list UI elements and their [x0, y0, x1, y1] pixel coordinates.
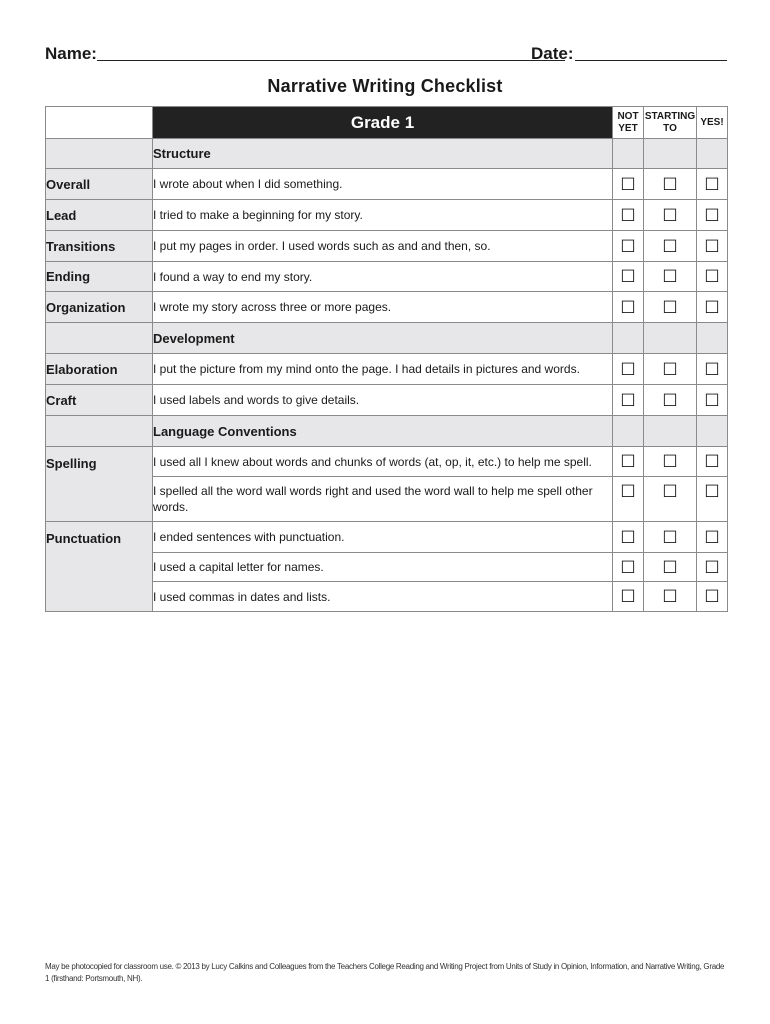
- column-yes: YES!: [697, 107, 728, 139]
- section-shade-cell: [697, 323, 728, 354]
- section-title-language-conventions: Language Conventions: [153, 416, 613, 447]
- criterion-text: I used commas in dates and lists.: [153, 582, 613, 612]
- section-shade-cell: [644, 323, 697, 354]
- section-category-blank: [46, 416, 153, 447]
- section-shade-cell: [613, 139, 644, 169]
- name-label: Name:: [45, 44, 97, 63]
- category-craft: Craft: [46, 385, 153, 416]
- checkbox-starting-to[interactable]: ☐: [644, 582, 697, 612]
- copyright-footer: May be photocopied for classroom use. © 2013 by Lucy Calkins and Colleagues from the Teachers College Reading and Writing Project from Units of Study in Opinion, Information, and Narrative Writing, Grade 1 (firsthand: Portsmouth, NH).: [45, 962, 725, 983]
- checkbox-not-yet[interactable]: ☐: [613, 200, 644, 231]
- checkbox-yes[interactable]: ☐: [697, 522, 728, 553]
- column-not-yet: NOT YET: [613, 107, 644, 139]
- checkbox-yes[interactable]: ☐: [697, 385, 728, 416]
- table-row-spelling-1: [46, 447, 728, 477]
- checkbox-starting-to[interactable]: ☐: [644, 169, 697, 200]
- category-punctuation: Punctuation: [46, 522, 153, 612]
- checkbox-not-yet[interactable]: ☐: [613, 231, 644, 262]
- category-transitions: Transitions: [46, 231, 153, 262]
- checkbox-yes[interactable]: ☐: [697, 477, 728, 522]
- checkbox-yes[interactable]: ☐: [697, 292, 728, 323]
- category-spelling: Spelling: [46, 447, 153, 522]
- checkbox-starting-to[interactable]: ☐: [644, 292, 697, 323]
- date-field[interactable]: [575, 42, 727, 61]
- section-shade-cell: [697, 416, 728, 447]
- name-date-bar: [45, 42, 727, 66]
- table-row-transitions: [46, 231, 728, 262]
- table-row-elaboration: [46, 354, 728, 385]
- checkbox-yes[interactable]: ☐: [697, 582, 728, 612]
- checkbox-not-yet[interactable]: ☐: [613, 553, 644, 582]
- category-ending: Ending: [46, 262, 153, 292]
- criterion-text: I used a capital letter for names.: [153, 553, 613, 582]
- section-category-blank: [46, 323, 153, 354]
- table-row-organization: [46, 292, 728, 323]
- table-header-row: [46, 107, 728, 139]
- table-row-lead: [46, 200, 728, 231]
- table-row-punctuation-1: [46, 522, 728, 553]
- section-shade-cell: [644, 416, 697, 447]
- checkbox-yes[interactable]: ☐: [697, 447, 728, 477]
- checkbox-starting-to[interactable]: ☐: [644, 447, 697, 477]
- checkbox-starting-to[interactable]: ☐: [644, 200, 697, 231]
- checkbox-not-yet[interactable]: ☐: [613, 385, 644, 416]
- section-shade-cell: [613, 416, 644, 447]
- checkbox-not-yet[interactable]: ☐: [613, 522, 644, 553]
- criterion-text: I spelled all the word wall words right and used the word wall to help me spell other words.: [153, 477, 613, 522]
- checkbox-yes[interactable]: ☐: [697, 553, 728, 582]
- checkbox-starting-to[interactable]: ☐: [644, 477, 697, 522]
- checkbox-not-yet[interactable]: ☐: [613, 582, 644, 612]
- table-row-craft: [46, 385, 728, 416]
- checkbox-yes[interactable]: ☐: [697, 262, 728, 292]
- section-row-development: [46, 323, 728, 354]
- page-title: Narrative Writing Checklist: [267, 76, 503, 96]
- checkbox-starting-to[interactable]: ☐: [644, 385, 697, 416]
- criterion-text: I wrote about when I did something.: [153, 169, 613, 200]
- table-row-ending: [46, 262, 728, 292]
- checkbox-starting-to[interactable]: ☐: [644, 553, 697, 582]
- header-blank-cell: [46, 107, 153, 139]
- section-row-structure: [46, 139, 728, 169]
- category-overall: Overall: [46, 169, 153, 200]
- checkbox-yes[interactable]: ☐: [697, 200, 728, 231]
- checkbox-yes[interactable]: ☐: [697, 354, 728, 385]
- checkbox-not-yet[interactable]: ☐: [613, 262, 644, 292]
- checkbox-not-yet[interactable]: ☐: [613, 292, 644, 323]
- criterion-text: I tried to make a beginning for my story.: [153, 200, 613, 231]
- column-starting-to: STARTING TO: [644, 107, 697, 139]
- criterion-text: I used labels and words to give details.: [153, 385, 613, 416]
- category-organization: Organization: [46, 292, 153, 323]
- checkbox-not-yet[interactable]: ☐: [613, 447, 644, 477]
- date-label: Date:: [531, 44, 574, 63]
- category-elaboration: Elaboration: [46, 354, 153, 385]
- section-row-language-conventions: [46, 416, 728, 447]
- criterion-text: I wrote my story across three or more pages.: [153, 292, 613, 323]
- checkbox-starting-to[interactable]: ☐: [644, 231, 697, 262]
- section-category-blank: [46, 139, 153, 169]
- checkbox-yes[interactable]: ☐: [697, 231, 728, 262]
- criterion-text: I put my pages in order. I used words such as and and then, so.: [153, 231, 613, 262]
- category-lead: Lead: [46, 200, 153, 231]
- criterion-text: I ended sentences with punctuation.: [153, 522, 613, 553]
- checkbox-not-yet[interactable]: ☐: [613, 354, 644, 385]
- grade-header: Grade 1: [153, 107, 613, 139]
- checkbox-yes[interactable]: ☐: [697, 169, 728, 200]
- section-title-development: Development: [153, 323, 613, 354]
- section-shade-cell: [613, 323, 644, 354]
- checkbox-starting-to[interactable]: ☐: [644, 262, 697, 292]
- name-field[interactable]: [97, 42, 565, 61]
- criterion-text: I used all I knew about words and chunks of words (at, op, it, etc.) to help me spell.: [153, 447, 613, 477]
- criterion-text: I found a way to end my story.: [153, 262, 613, 292]
- checklist-table: [45, 106, 728, 612]
- section-shade-cell: [697, 139, 728, 169]
- checkbox-not-yet[interactable]: ☐: [613, 477, 644, 522]
- section-title-structure: Structure: [153, 139, 613, 169]
- checkbox-starting-to[interactable]: ☐: [644, 354, 697, 385]
- checkbox-starting-to[interactable]: ☐: [644, 522, 697, 553]
- table-row-overall: [46, 169, 728, 200]
- checkbox-not-yet[interactable]: ☐: [613, 169, 644, 200]
- criterion-text: I put the picture from my mind onto the page. I had details in pictures and words.: [153, 354, 613, 385]
- section-shade-cell: [644, 139, 697, 169]
